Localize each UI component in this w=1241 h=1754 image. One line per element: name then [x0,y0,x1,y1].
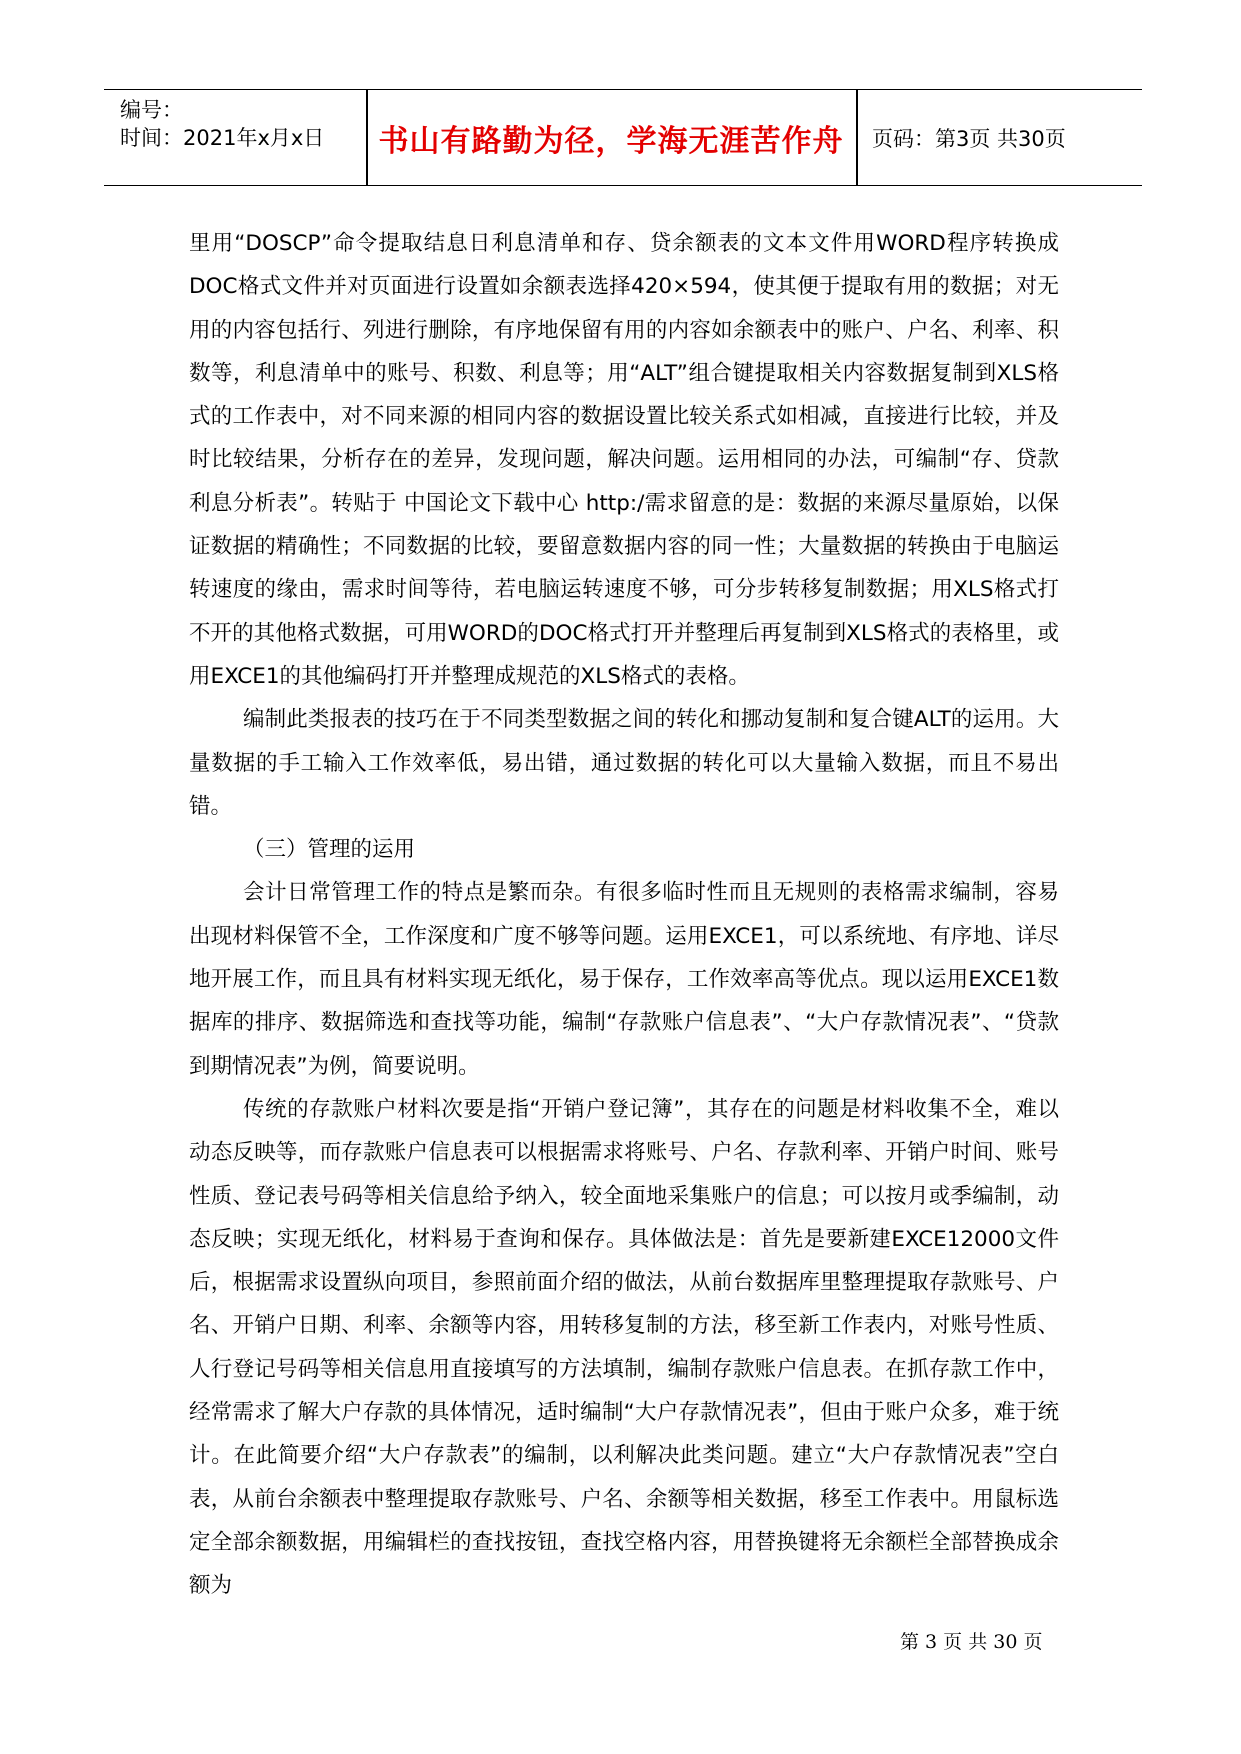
document-body [189,222,1059,1608]
section-heading: （三）管理的运用 [243,837,416,863]
time-label: 时间：2021年x月x日 [120,126,325,150]
paragraph: 里用“DOSCP”命令提取结息日利息清单和存、贷余额表的文本文件用WORD程序转换成DOC格式文件并对页面进行设置如余额表选择420×594，使其便于提取有用的数据；对无用的内容包括行、列进行删除，有序地保留有用的内容如余额表中的账户、户名、利率、积数等，利息清单中的账号、积数、利息等；用“ALT”组合键提取相关内容数据复制到XLS格式的工作表中，对不同来源的相同内容的数据设置比较关系式如相减，直接进行比较，并及时比较结果，分析存在的差异，发现问题，解决问题。运用相同的办法，可编制“存、贷款利息分析表”。转贴于 中国论文下载中心 http:/需求留意的是：数据的来源尽量原始，以保证数据的精确性；不同数据的比较，要留意数据内容的同一性；大量数据的转换由于电脑运转速度的缘由，需求时间等待，若电脑运转速度不够，可分步转移复制数据；用XLS格式打不开的其他格式数据，可用WORD的DOC格式打开并整理后再复制到XLS格式的表格里，或用EXCE1的其他编码打开并整理成规范的XLS格式的表格。 [189,231,1059,689]
paragraph: 传统的存款账户材料次要是指“开销户登记簿”，其存在的问题是材料收集不全，难以动态反映等，而存款账户信息表可以根据需求将账号、户名、存款利率、开销户时间、账号性质、登记表号码等相关信息给予纳入，较全面地采集账户的信息；可以按月或季编制，动态反映；实现无纸化，材料易于查询和保存。具体做法是：首先是要新建EXCE12000文件后，根据需求设置纵向项目，参照前面介绍的做法，从前台数据库里整理提取存款账号、户名、开销户日期、利率、余额等内容，用转移复制的方法，移至新工作表内，对账号性质、人行登记号码等相关信息用直接填写的方法填制，编制存款账户信息表。在抓存款工作中，经常需求了解大户存款的具体情况，适时编制“大户存款情况表”，但由于账户众多，难于统计。在此简要介绍“大户存款表”的编制，以利解决此类问题。建立“大户存款情况表”空白表，从前台余额表中整理提取存款账号、户名、余额等相关数据，移至工作表中。用鼠标选定全部余额数据，用编辑栏的查找按钮，查找空格内容，用替换键将无余额栏全部替换成余额为 [189,1096,1059,1599]
document-header [104,89,1142,186]
header-motto: 书山有路勤为径，学海无涯苦作舟 [378,123,844,159]
page-footer: 第 3 页 共 30 页 [900,1631,1043,1653]
number-label: 编号： [120,98,183,122]
header-meta [120,96,324,152]
paragraph: 会计日常管理工作的特点是繁而杂。有很多临时性而且无规则的表格需求编制，容易出现材料保管不全，工作深度和广度不够等问题。运用EXCE1，可以系统地、有序地、详尽地开展工作，而且具有材料实现无纸化，易于保存，工作效率高等优点。现以运用EXCE1数据库的排序、数据筛选和查找等功能，编制“存款账户信息表”、“大户存款情况表”、“贷款到期情况表”为例，简要说明。 [189,880,1059,1079]
header-page-label: 页码：第3页 共30页 [872,126,1066,151]
paragraph: 编制此类报表的技巧在于不同类型数据之间的转化和挪动复制和复合键ALT的运用。大量数据的手工输入工作效率低，易出错，通过数据的转化可以大量输入数据，而且不易出错。 [189,707,1059,819]
header-divider [856,90,858,185]
